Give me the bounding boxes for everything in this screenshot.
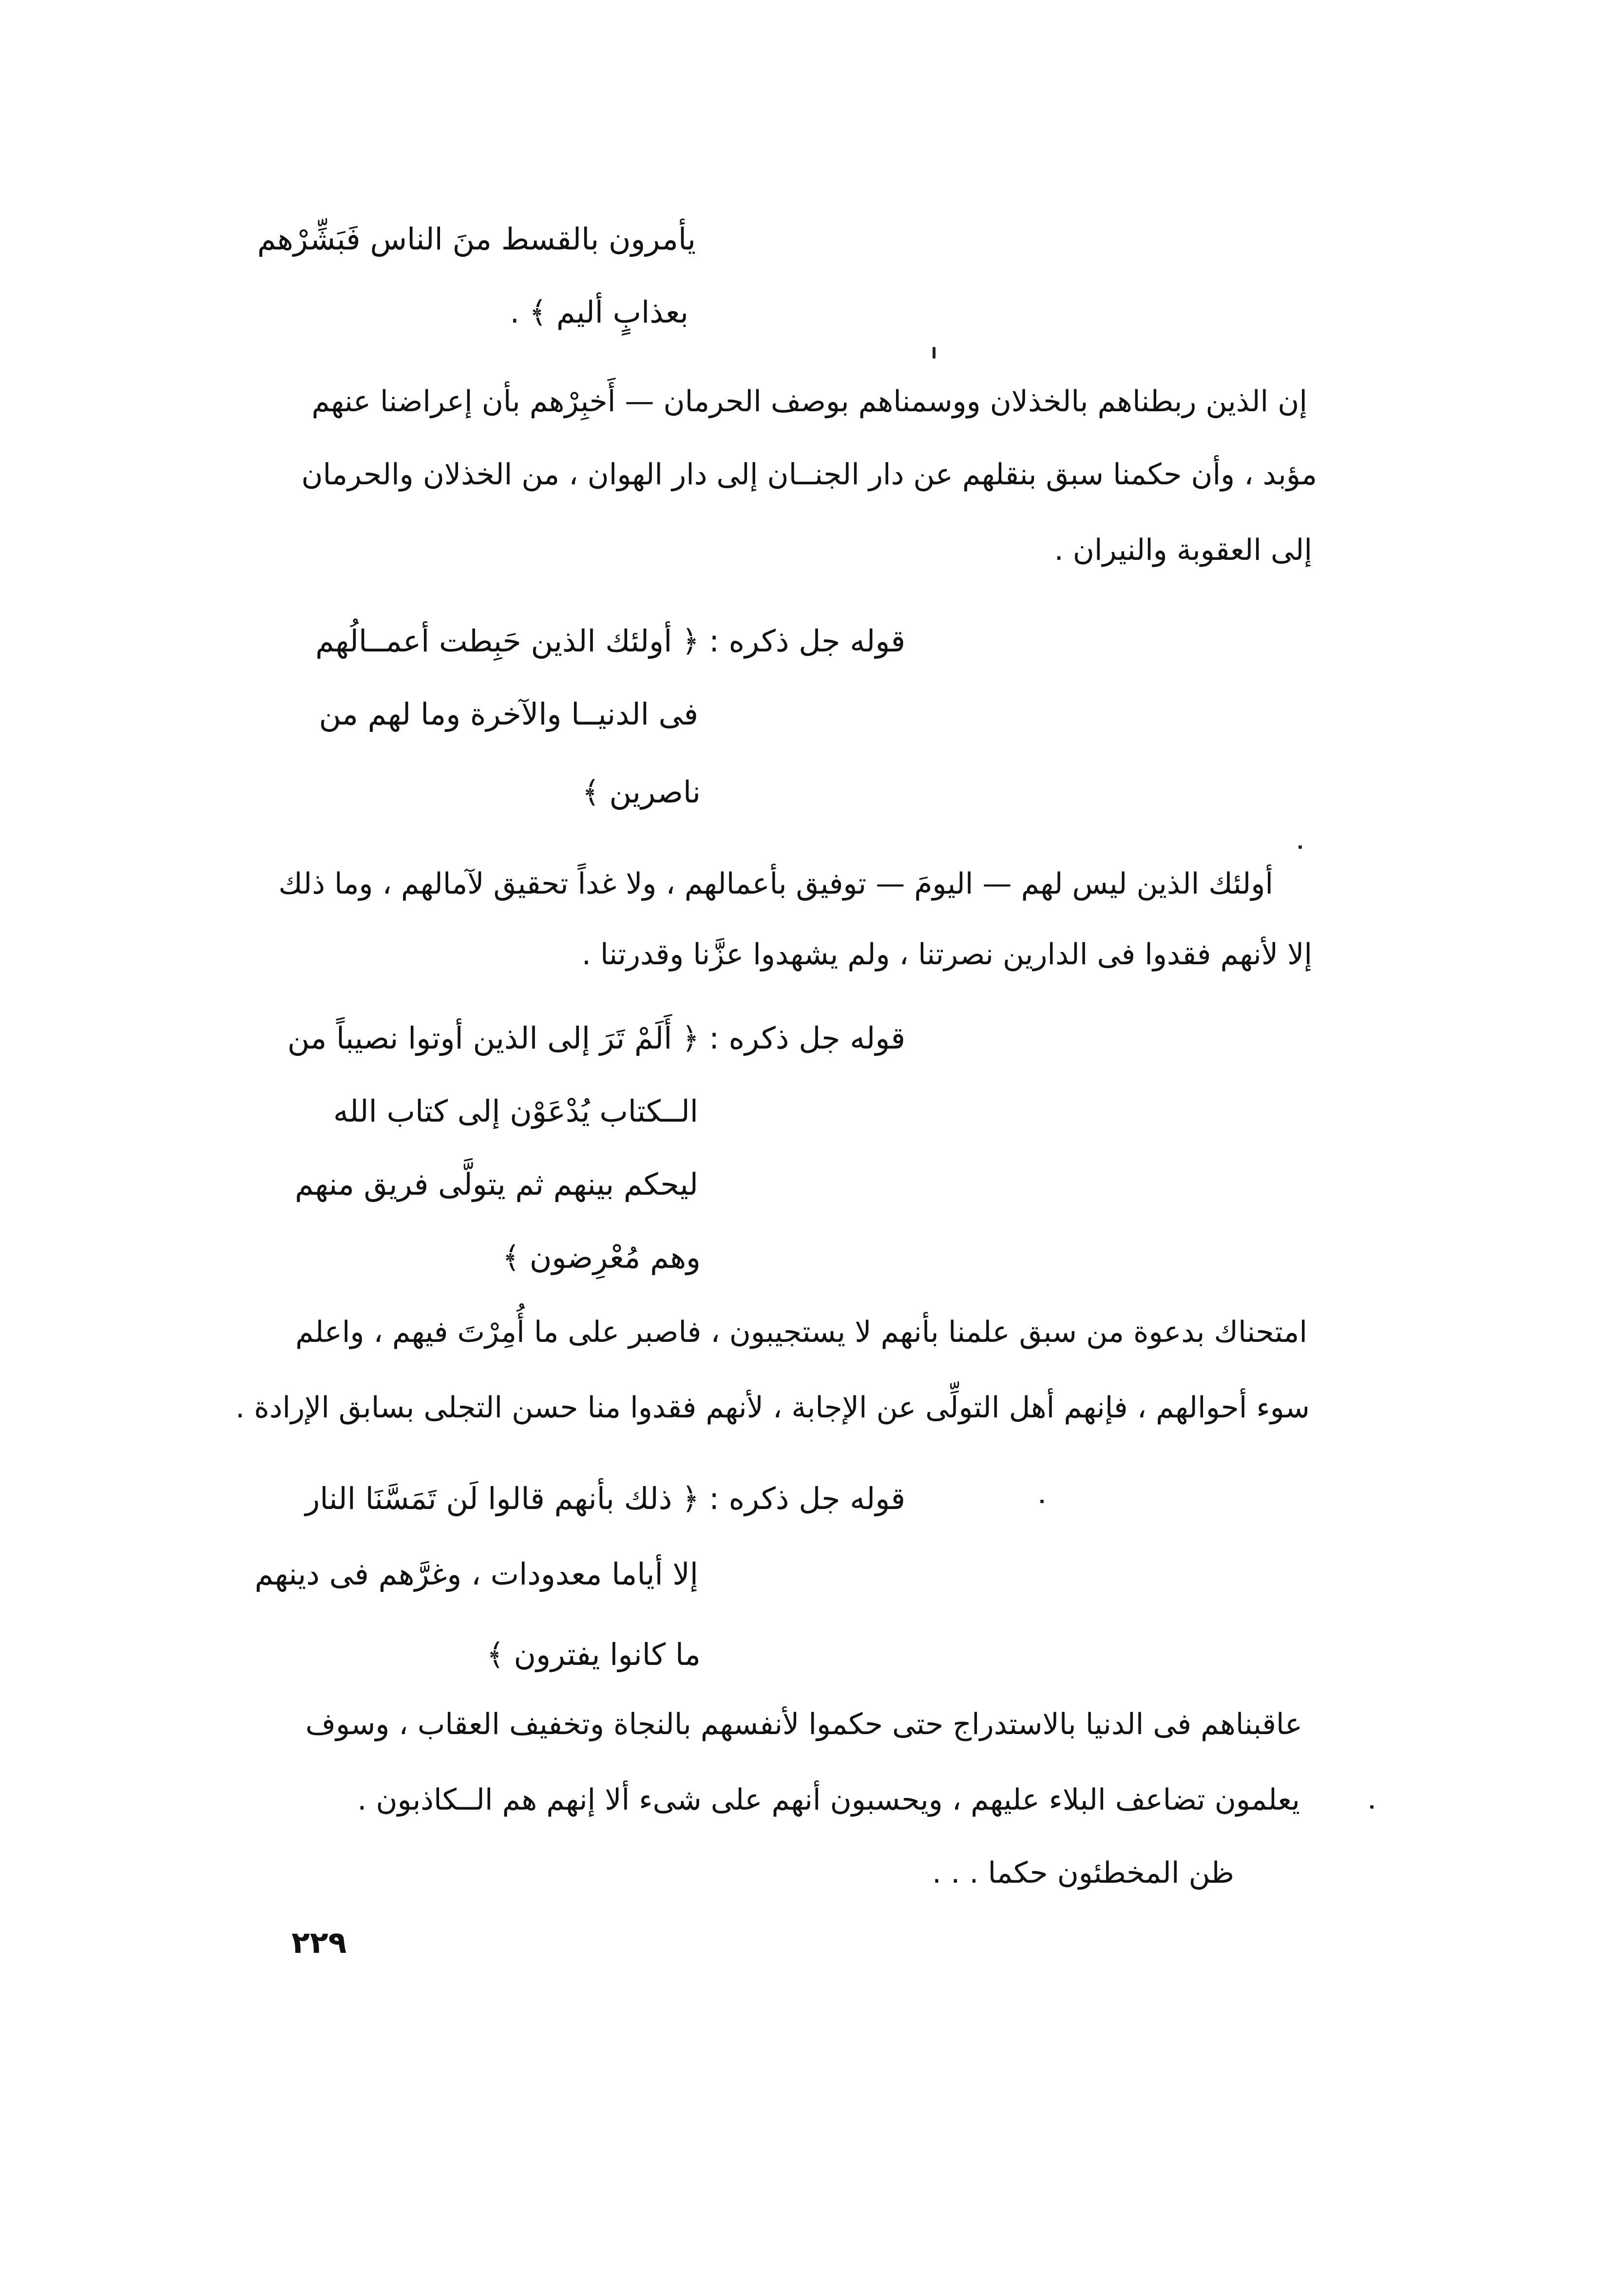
paragraph-line: يعلمون تضاعف البلاء عليهم ، ويحسبون أنهم على شىء ألا إنهم هم الــكاذبون . [357, 1783, 1300, 1817]
scan-speck [1040, 1500, 1044, 1503]
paragraph-line: امتحناك بدعوة من سبق علمنا بأنهم لا يستجيبون ، فاصبر على ما أُمِرْتَ فيهم ، واعلم [295, 1315, 1307, 1349]
verse-line: الــكتاب يُدْعَوْن إلى كتاب الله [333, 1093, 698, 1129]
verse-line: ما كانوا يفترون ﴾ [486, 1637, 701, 1672]
verse-line: ناصرين ﴾ [582, 774, 701, 810]
paragraph-line: سوء أحوالهم ، فإنهم أهل التولِّى عن الإجابة ، لأنهم فقدوا منا حسن التجلى بسابق الإرادة . [235, 1391, 1310, 1425]
verse-line: فى الدنيــا والآخرة وما لهم من [319, 696, 698, 732]
verse-line: ليحكم بينهم ثم يتولَّى فريق منهم [295, 1166, 698, 1202]
paragraph-line: ظن المخطئون حكما . . . [932, 1856, 1234, 1890]
verse-line: إلا أياما معدودات ، وغرَّهم فى دينهم [254, 1556, 698, 1592]
paragraph-line: أولئك الذين ليس لهم — اليومَ — توفيق بأعمالهم ، ولا غداً تحقيق لآمالهم ، وما ذلك [278, 867, 1273, 901]
scan-speck [1299, 845, 1302, 849]
verse-line: قوله جل ذكره : ﴿ أَلَمْ تَرَ إلى الذين أوتوا نصيباً من [287, 1020, 905, 1056]
verse-line: بعذابٍ أليم ﴾ . [510, 294, 688, 330]
scan-speck [1370, 1805, 1374, 1809]
verse-line: قوله جل ذكره : ﴿ أولئك الذين حَبِطت أعمــالُهم [315, 623, 905, 659]
verse-line: قوله جل ذكره : ﴿ ذلك بأنهم قالوا لَن تَمَسَّنَا النار [305, 1481, 905, 1516]
verse-line: وهم مُعْرِضون ﴾ [502, 1240, 701, 1275]
paragraph-line: إلى العقوبة والنيران . [1054, 533, 1312, 567]
scan-speck [933, 347, 936, 359]
page-number: ٢٢٩ [291, 1925, 347, 1960]
paragraph-line: إلا لأنهم فقدوا فى الدارين نصرتنا ، ولم يشهدوا عزَّنا وقدرتنا . [581, 937, 1312, 972]
paragraph-line: مؤبد ، وأن حكمنا سبق بنقلهم عن دار الجنــان إلى دار الهوان ، من الخذلان والحرمان [301, 458, 1317, 492]
verse-line: يأمرون بالقسط منَ الناس فَبَشِّرْهم [257, 221, 696, 257]
paragraph-line: إن الذين ربطناهم بالخذلان ووسمناهم بوصف الحرمان — أَخبِرْهم بأن إعراضنا عنهم [311, 384, 1307, 419]
paragraph-line: عاقبناهم فى الدنيا بالاستدراج حتى حكموا لأنفسهم بالنجاة وتخفيف العقاب ، وسوف [305, 1707, 1302, 1741]
